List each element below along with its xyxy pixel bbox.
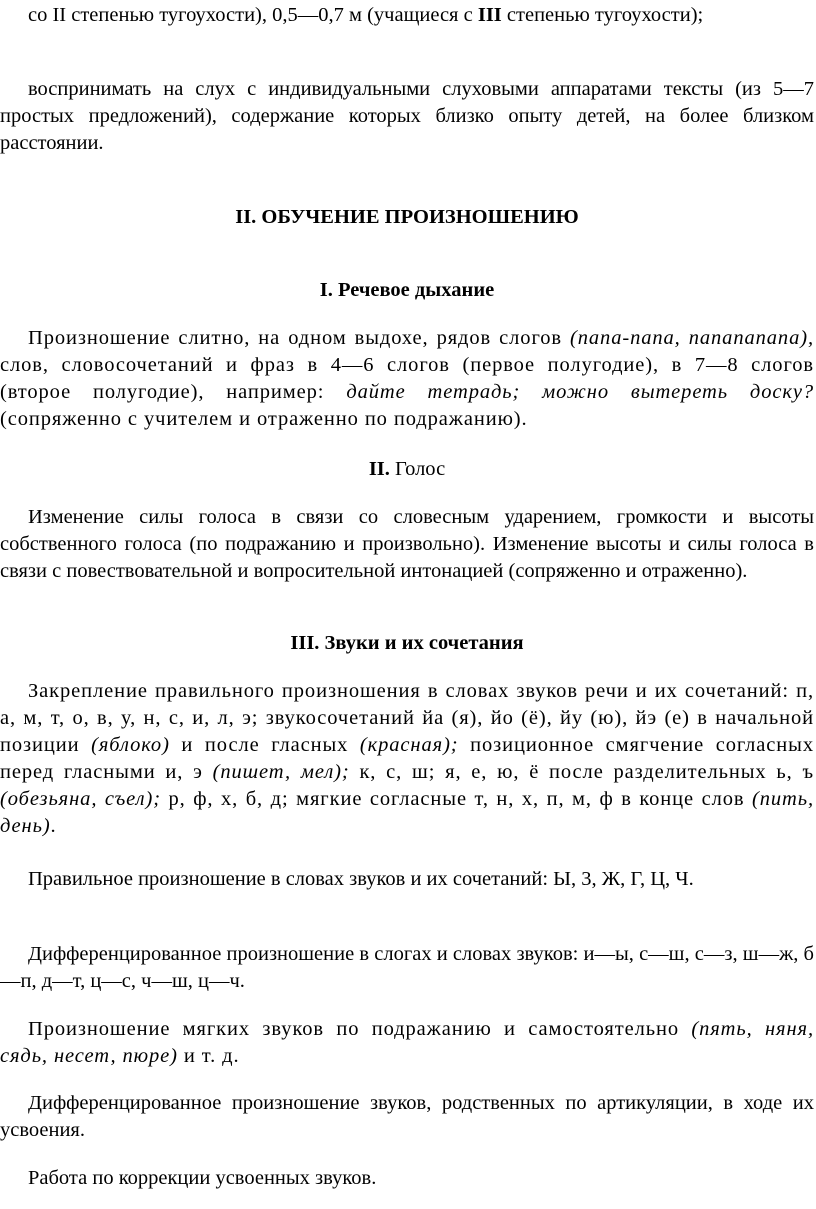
- text-run: Произношение мягких звуков по подражанию и самостоятельно: [28, 1018, 692, 1040]
- text-run: .: [50, 815, 57, 837]
- paragraph-speech-breathing: [0, 325, 814, 433]
- text-run: Закрепление правильного произношения в словах звуков речи и их сочетаний: п, а, м, т, о, в, у, н, с, и, л, э; звукосочетаний йа (я), йо (ё), йу (ю), йэ (е) в начальной позиции: [0, 680, 814, 756]
- paragraph-sounds: [0, 678, 814, 840]
- text-run-italic: (обезьяна, съел);: [0, 788, 161, 810]
- text-run: и т. д.: [177, 1045, 240, 1067]
- paragraph-correct-pronunciation: Правильное произношение в словах звуков и их сочетаний: Ы, 3, Ж, Г, Ц, Ч.: [28, 868, 694, 890]
- paragraph-hearing-aids: воспринимать на слух с индивидуальными слуховыми аппаратами тексты (из 5—7 простых предложений), содержание которых близко опыту детей, на более близком расстоянии.: [0, 78, 814, 154]
- text-run-italic: (пишет, мел);: [212, 761, 350, 783]
- paragraph-hearing-distance: [0, 2, 814, 29]
- subheading-sounds: III. Звуки и их сочетания: [290, 632, 524, 654]
- text-run: слов, словосочетаний и фраз в 4—6 слогов (первое полугодие), в 7—8 слогов (второе полугодие), например:: [0, 354, 814, 403]
- subheading-speech-breathing: I. Речевое дыхание: [319, 279, 495, 301]
- text-run-italic: (красная);: [359, 734, 459, 756]
- text-run: со II степенью тугоухости), 0,5—0,7 м (учащиеся с: [28, 4, 478, 26]
- text-run: Голос: [389, 458, 446, 480]
- paragraph-related-sounds: Дифференцированное произношение звуков, родственных по артикуляции, в ходе их усвоения.: [0, 1092, 814, 1141]
- text-run: степенью тугоухости);: [501, 4, 704, 26]
- paragraph-soft-sounds: [0, 1016, 814, 1070]
- text-run-italic: (папа-папа, папапапапа),: [570, 327, 814, 349]
- text-run: Произношение слитно, на одном выдохе, рядов слогов: [28, 327, 571, 349]
- text-run-bold: III: [477, 4, 502, 26]
- text-run: к, с, ш; я, е, ю, ё после разделительных ь, ъ: [349, 761, 814, 783]
- paragraph-voice: Изменение силы голоса в связи со словесным ударением, громкости и высоты собственного голоса (по подражанию и произвольно). Изменение высоты и силы голоса в связи с повествовательной и вопросительной интонацией (сопряженно и отраженно).: [0, 506, 814, 582]
- paragraph-correction: Работа по коррекции усвоенных звуков.: [28, 1167, 377, 1189]
- text-run-italic: (яблоко): [91, 734, 170, 756]
- text-run-bold: II.: [368, 458, 390, 480]
- paragraph-differentiated-syllables: Дифференцированное произношение в слогах и словах звуков: и—ы, с—ш, с—з, ш—ж, б—п, д—т, ц—с, ч—ш, ц—ч.: [0, 943, 814, 992]
- text-run: (сопряженно с учителем и отраженно по подражанию).: [0, 408, 528, 430]
- text-run-italic: (пить, день): [0, 788, 814, 837]
- subheading-voice: [0, 456, 814, 483]
- text-run-italic: дайте тетрадь; можно вытереть доску?: [346, 381, 814, 403]
- text-run: позиционное смягчение согласных перед гласными и, э: [0, 734, 814, 783]
- text-run: и после гласных: [169, 734, 360, 756]
- text-run-italic: (пять, няня, сядь, несет, пюре): [0, 1018, 814, 1067]
- section-heading-pronunciation: II. ОБУЧЕНИЕ ПРОИЗНОШЕНИЮ: [235, 206, 579, 228]
- text-run: р, ф, х, б, д; мягкие согласные т, н, х, п, м, ф в конце слов: [160, 788, 752, 810]
